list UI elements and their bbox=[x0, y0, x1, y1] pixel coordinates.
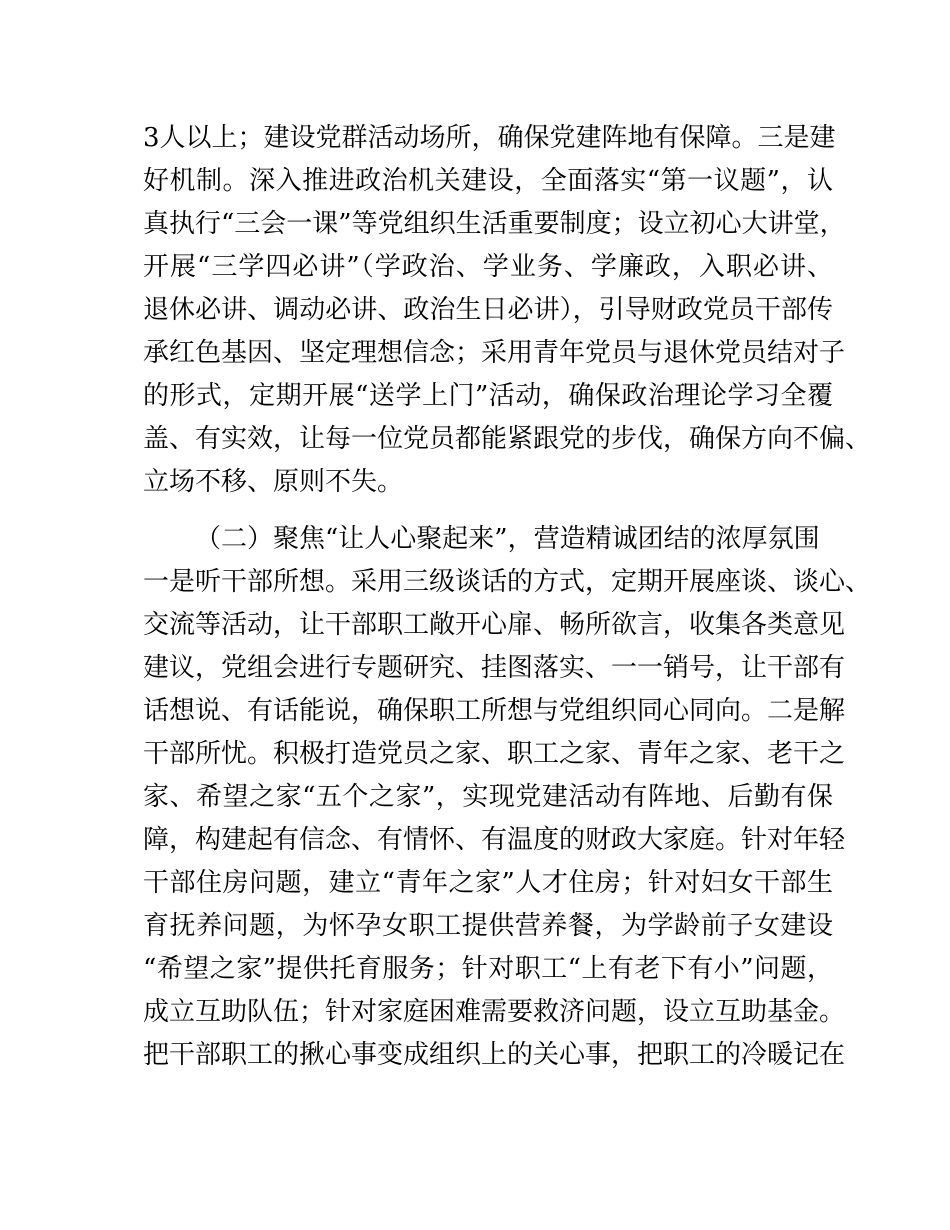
text-line: 交流等活动，让干部职工敞开心扉、畅所欲言，收集各类意见 bbox=[143, 610, 846, 640]
text-line: “希望之家”提供托育服务；针对职工“上有老下有小”问题， bbox=[143, 954, 833, 984]
section-heading: （二）聚焦“让人心聚起来”，营造精诚团结的浓厚氛围 bbox=[195, 524, 820, 554]
text-line: 成立互助队伍；针对家庭困难需要救济问题，设立互助基金。 bbox=[143, 997, 846, 1027]
text-line: 退休必讲、调动必讲、政治生日必讲），引导财政党员干部传 bbox=[143, 295, 833, 325]
text-line: 开展“三学四必讲”（学政治、学业务、学廉政，入职必讲、 bbox=[143, 252, 833, 282]
text-line: 把干部职工的揪心事变成组织上的关心事，把职工的冷暖记在 bbox=[143, 1040, 846, 1070]
text-line: 3人以上；建设党群活动场所，确保党建阵地有保障。三是建 bbox=[143, 123, 836, 153]
text-line: 家、希望之家“五个之家”，实现党建活动有阵地、后勤有保 bbox=[143, 782, 833, 812]
text-line: 好机制。深入推进政治机关建设，全面落实“第一议题”，认 bbox=[143, 166, 833, 196]
text-line: 一是听干部所想。采用三级谈话的方式，定期开展座谈、谈心、 bbox=[143, 567, 872, 597]
text-line: 真执行“三会一课”等党组织生活重要制度；设立初心大讲堂， bbox=[143, 209, 846, 239]
text-line: 立场不移、原则不失。 bbox=[143, 467, 404, 497]
text-line: 盖、有实效，让每一位党员都能紧跟党的步伐，确保方向不偏、 bbox=[143, 424, 872, 454]
text-line: 建议，党组会进行专题研究、挂图落实、一一销号，让干部有 bbox=[143, 653, 846, 683]
text-line: 话想说、有话能说，确保职工所想与党组织同心同向。二是解 bbox=[143, 696, 846, 726]
text-line: 育抚养问题，为怀孕女职工提供营养餐，为学龄前子女建设 bbox=[143, 911, 833, 941]
text-line: 障，构建起有信念、有情怀、有温度的财政大家庭。针对年轻 bbox=[143, 825, 846, 855]
text-line: 的形式，定期开展“送学上门”活动，确保政治理论学习全覆 bbox=[143, 381, 833, 411]
text-line: 承红色基因、坚定理想信念；采用青年党员与退休党员结对子 bbox=[143, 338, 846, 368]
text-line: 干部住房问题，建立“青年之家”人才住房；针对妇女干部生 bbox=[143, 868, 833, 898]
text-line: 干部所忧。积极打造党员之家、职工之家、青年之家、老干之 bbox=[143, 739, 846, 769]
